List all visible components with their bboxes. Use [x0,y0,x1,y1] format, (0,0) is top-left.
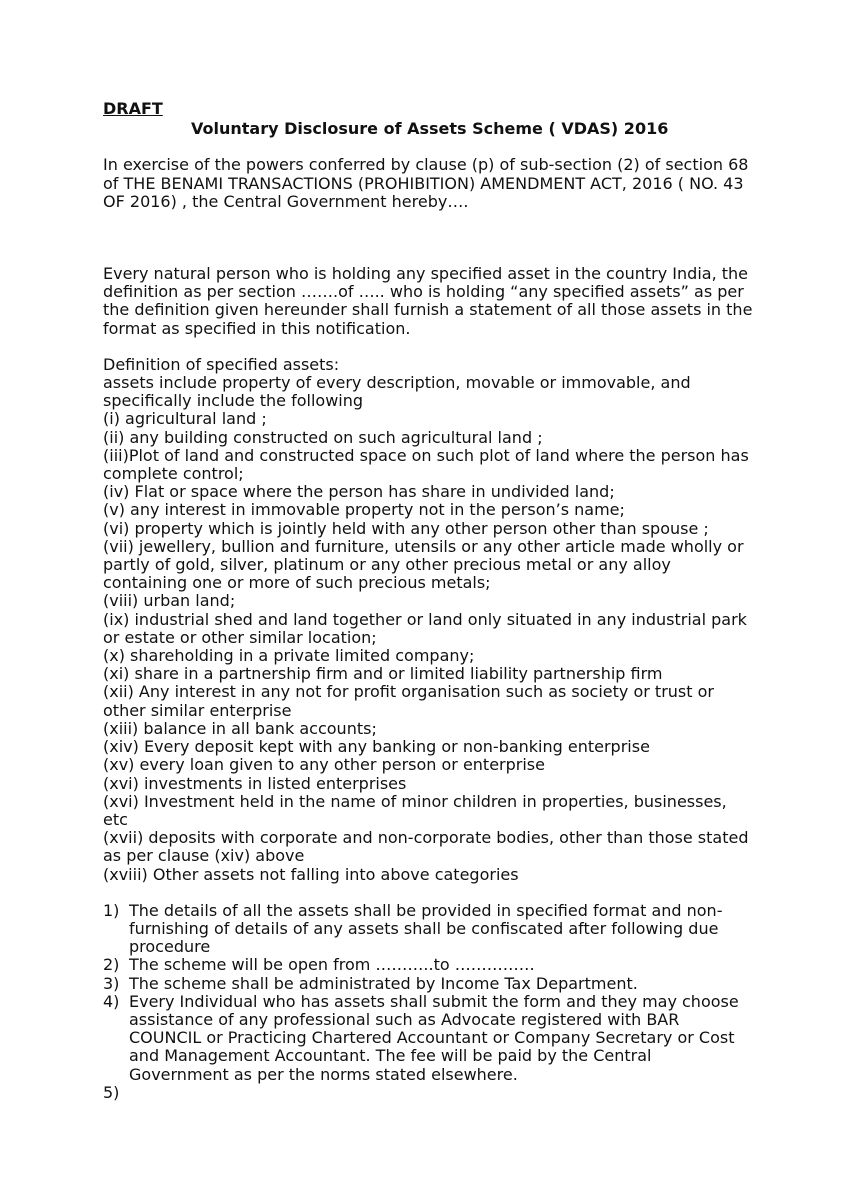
clause-item: (xi) share in a partnership firm and or limited liability partnership firm [103,664,663,684]
clause-item: (xv) every loan given to any other person or enterprise [103,755,545,775]
numbered-point [103,1084,753,1102]
definition-heading: Definition of specified assets: [103,354,340,374]
numbered-point [103,975,753,993]
clause-item: (iii)Plot of land and constructed space on such plot of land where the person has complete control; [103,445,749,484]
numbered-points [103,902,753,1102]
clause-item: (i) agricultural land ; [103,409,267,429]
clause-item: (xiv) Every deposit kept with any banking or non-banking enterprise [103,737,650,757]
point-text: Every Individual who has assets shall submit the form and they may choose assistance of any professional such as Advocate registered with BAR COUNCIL or Practicing Chartered Accountant or Company Secretary or Cost and Management Accountant. The fee will be paid by the Central Government as per the norms stated elsewhere. [129,991,739,1084]
clause-item: (ii) any building constructed on such agricultural land ; [103,427,543,447]
clause-item: (viii) urban land; [103,591,236,611]
clause-item: (vii) jewellery, bullion and furniture, utensils or any other article made wholly or partly of gold, silver, platinum or any other precious metal or any alloy containing one or more of such precious metals; [103,536,744,593]
clause-item: (ix) industrial shed and land together or land only situated in any industrial park or estate or other similar location; [103,609,747,647]
disclosure-paragraph: Every natural person who is holding any specified asset in the country India, the definition as per section …….of ….. who is holding “any specified assets” as per the definition given hereunder shall furnish a statement of all those assets in the format as specified in this notification. [103,264,753,338]
point-text [129,1084,753,1102]
document-page [103,100,753,1102]
intro-paragraph: In exercise of the powers conferred by clause (p) of sub-section (2) of section 68 of THE BENAMI TRANSACTIONS (PROHIBITION) AMENDMENT ACT, 2016 ( NO. 43 OF 2016) , the Central Government hereby…. [103,155,749,211]
clause-list [103,410,753,883]
clause-item: (iv) Flat or space where the person has share in undivided land; [103,482,615,502]
definition-intro: assets include property of every description, movable or immovable, and specifically include the following [103,373,691,411]
point-number: 1) [103,900,120,920]
point-number: 3) [103,973,120,993]
draft-label: DRAFT [103,99,163,118]
point-number: 5) [103,1082,120,1102]
clause-item: (x) shareholding in a private limited company; [103,646,475,666]
point-text: The scheme shall be administrated by Income Tax Department. [129,973,638,993]
point-text: The details of all the assets shall be provided in specified format and non-furnishing of details of any assets shall be confiscated after following due procedure [129,900,723,957]
clause-item: (vi) property which is jointly held with any other person other than spouse ; [103,518,709,538]
clause-item: (xii) Any interest in any not for profit organisation such as society or trust or other similar enterprise [103,682,714,720]
document-title: Voluntary Disclosure of Assets Scheme ( VDAS) 2016 [191,119,669,139]
clause-item: (xvi) Investment held in the name of minor children in properties, businesses, etc [103,791,727,829]
numbered-point [103,956,753,974]
clause-item: (xvii) deposits with corporate and non-corporate bodies, other than those stated as per clause (xiv) above [103,828,749,866]
numbered-point [103,902,753,957]
clause-item: (xvi) investments in listed enterprises [103,773,407,793]
point-text: The scheme will be open from ………..to …………… [129,955,535,975]
clause-item: (xiii) balance in all bank accounts; [103,718,377,738]
clause-item: (xviii) Other assets not falling into above categories [103,864,519,884]
definitions-section [103,356,753,884]
numbered-point [103,993,753,1084]
clause-item: (v) any interest in immovable property not in the person’s name; [103,500,625,520]
point-number: 2) [103,955,120,975]
point-number: 4) [103,991,120,1011]
